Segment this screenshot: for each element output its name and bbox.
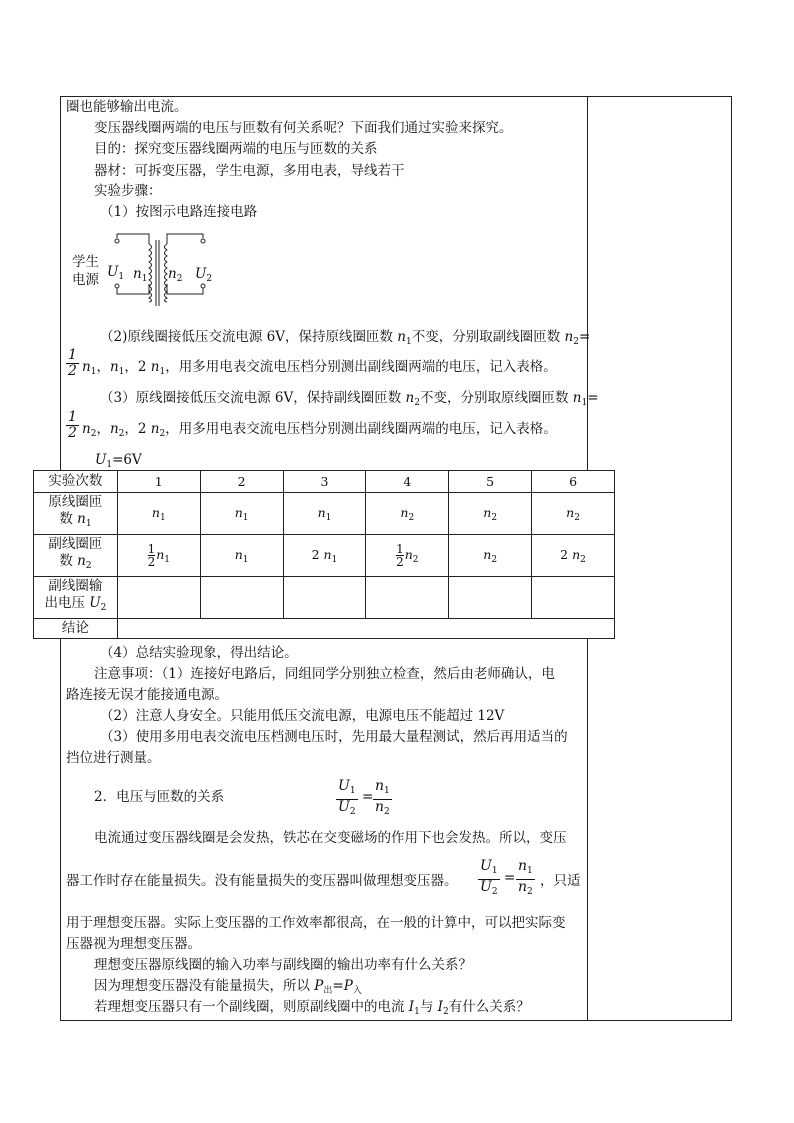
u2-label: $U_2$: [195, 266, 213, 284]
table-cell: [532, 577, 615, 619]
formula-u-ratio: $\frac{U_1}{U_2}$: [336, 779, 358, 820]
fraction-half: $\frac{1}{2}$: [68, 347, 77, 379]
table-cell: $n_1$: [200, 535, 283, 577]
table-row-label: 副线圈匝 数 $n_2$: [34, 535, 118, 577]
table-cell: 2 $n_2$: [532, 535, 615, 577]
text-line: （3）使用多用电表交流电压档测电压时，先用最大量程测试，然后再用适当的: [100, 729, 568, 745]
step3-line-2: $n_2$，$n_2$，2 $n_2$，用多用电表交流电压档分别测出副线圈两端的电压，记入表格。: [82, 421, 557, 439]
step3-line: （3）原线圈接低压交流电源 6V，保持副线圈匝数 $n_2$不变，分别取原线圈匝数 $n_1=$: [100, 390, 599, 408]
text-line: 目的：探究变压器线圈两端的电压与匝数的关系: [94, 141, 378, 157]
text-line: （2）注意人身安全。只能用低压交流电源，电源电压不能超过 12V: [100, 708, 505, 724]
table-cell: $n_2$: [366, 493, 449, 535]
table-cell: $n_1$: [117, 493, 200, 535]
text-line: 路连接无误才能接通电源。: [66, 687, 228, 703]
text-line: ，只适: [540, 873, 581, 889]
u1-label: $U_1$: [107, 264, 125, 282]
text-line: 用于理想变压器。实际上变压器的工作效率都很高，在一般的计算中，可以把实际变: [66, 915, 566, 931]
source-label: 学生: [72, 254, 99, 270]
source-label: 电源: [72, 272, 99, 288]
text-line: 实验步骤：: [94, 183, 162, 199]
section-heading: 2．电压与匝数的关系: [94, 789, 225, 805]
equals-sign: =: [504, 870, 516, 886]
text-line: 挡位进行测量。: [66, 750, 161, 766]
table-cell: $\frac{1}{2}$ $n_1$: [117, 535, 200, 577]
table-cell: $n_2$: [449, 535, 532, 577]
equals-sign: =: [362, 789, 374, 805]
formula-n-ratio: $\frac{n_1}{n_2}$: [373, 779, 392, 820]
table-cell: $n_2$: [449, 493, 532, 535]
table-cell: [200, 577, 283, 619]
text-line: 圈也能够输出电流。: [66, 99, 188, 115]
n2-label: $n_2$: [168, 266, 183, 284]
table-col-header: 1: [117, 471, 200, 493]
table-row-label: 副线圈输 出电压 $U_2$: [34, 577, 118, 619]
table-cell: [449, 577, 532, 619]
table-col-header: 6: [532, 471, 615, 493]
table-col-header: 2: [200, 471, 283, 493]
table-cell: $n_1$: [200, 493, 283, 535]
table-cell: [117, 619, 614, 639]
fraction-half: $\frac{1}{2}$: [68, 409, 77, 441]
text-line: 因为理想变压器没有能量损失，所以 $P_出=P_入$: [94, 978, 362, 996]
n1-label: $n_1$: [133, 266, 148, 284]
table-col-header: 4: [366, 471, 449, 493]
table-cell: $n_2$: [532, 493, 615, 535]
table-cell: [283, 577, 366, 619]
step2-line-2: $n_1$，$n_1$，2 $n_1$，用多用电表交流电压档分别测出副线圈两端的电压，记入表格。: [82, 359, 557, 377]
table-row-label: 结论: [34, 619, 118, 639]
text-line: 变压器线圈两端的电压与匝数有何关系呢？下面我们通过实验来探究。: [94, 120, 513, 136]
step2-line: （2)原线圈接低压交流电源 6V，保持原线圈匝数 $n_1$不变，分别取副线圈匝数 $n_2=$: [100, 329, 591, 347]
text-line: 理想变压器原线圈的输入功率与副线圈的输出功率有什么关系？: [94, 957, 472, 973]
text-line: 器工作时存在能量损失。没有能量损失的变压器叫做理想变压器。: [66, 873, 458, 889]
formula-u-ratio: $\frac{U_1}{U_2}$: [478, 859, 500, 900]
text-line: 电流通过变压器线圈是会发热，铁芯在交变磁场的作用下也会发热。所以，变压: [94, 830, 567, 846]
experiment-table: [33, 470, 615, 639]
table-cell: $\frac{1}{2}$ $n_2$: [366, 535, 449, 577]
formula-n-ratio: $\frac{n_1}{n_2}$: [516, 859, 535, 900]
table-col-header: 3: [283, 471, 366, 493]
text-line: 注意事项：（1）连接好电路后，同组同学分别独立检查，然后由老师确认，电: [94, 666, 555, 682]
table-cell: [117, 577, 200, 619]
text-line: 器材：可拆变压器，学生电源，多用电表，导线若干: [94, 163, 405, 179]
text-line: （4）总结实验现象，得出结论。: [100, 645, 298, 661]
text-line: 若理想变压器只有一个副线圈，则原副线圈中的电流 $I_1$与 $I_2$有什么关系？: [94, 999, 530, 1017]
table-row-label: 原线圈匝 数 $n_1$: [34, 493, 118, 535]
text-line: 压器视为理想变压器。: [66, 936, 201, 952]
text-line: （1）按图示电路连接电路: [100, 204, 258, 220]
u1-value: $U_1=6V$: [95, 452, 142, 470]
table-cell: $n_1$: [283, 493, 366, 535]
table-cell: [366, 577, 449, 619]
table-header: 实验次数: [34, 471, 118, 493]
table-col-header: 5: [449, 471, 532, 493]
table-cell: 2 $n_1$: [283, 535, 366, 577]
